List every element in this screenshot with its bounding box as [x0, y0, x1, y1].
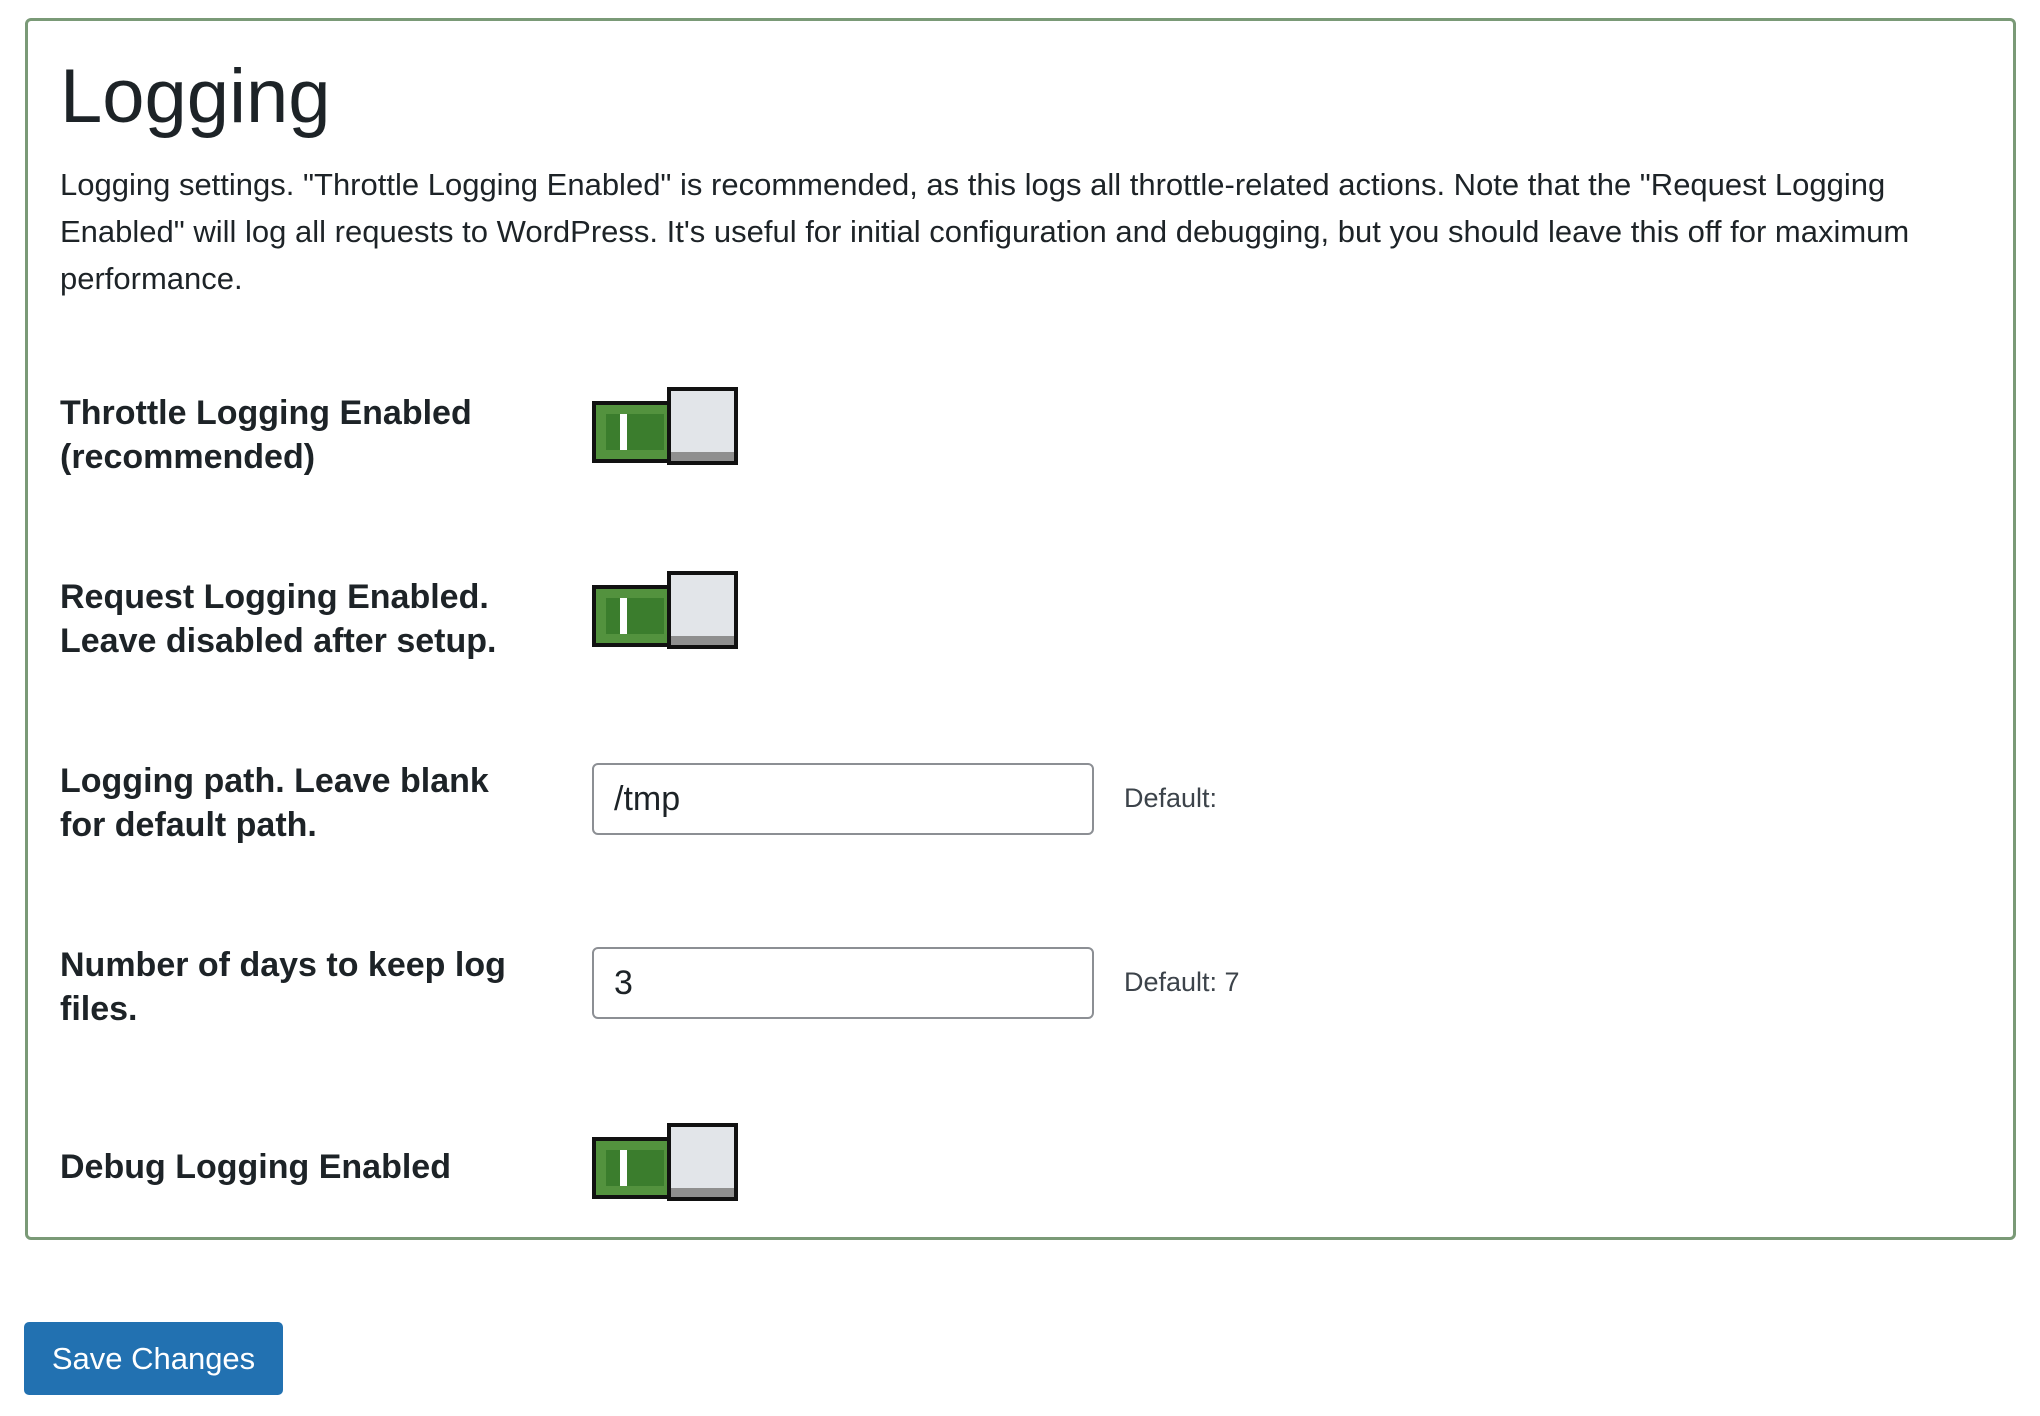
save-changes-button[interactable]: Save Changes [24, 1322, 283, 1395]
throttle-logging-toggle[interactable] [592, 387, 740, 465]
days-to-keep-label: Number of days to keep log files. [60, 946, 506, 1028]
request-logging-toggle[interactable] [592, 571, 740, 649]
logging-path-label: Logging path. Leave blank for default path. [60, 762, 489, 844]
logging-path-input[interactable] [592, 763, 1094, 835]
toggle-track [592, 1137, 678, 1199]
logging-path-default-hint: Default: [1124, 783, 1218, 813]
debug-logging-label: Debug Logging Enabled [60, 1148, 451, 1186]
throttle-logging-label: Throttle Logging Enabled (recommended) [60, 394, 472, 476]
section-description: Logging settings. "Throttle Logging Enabled" is recommended, as this logs all throttle-related actions. Note that the "Request Logging Enabled" will log all requests to WordPress. It's useful for initial configuration and debugging, but you should leave this off for maximum performance. [60, 167, 1910, 296]
toggle-on-indicator [620, 598, 627, 634]
toggle-knob [667, 1123, 738, 1201]
debug-logging-toggle[interactable] [592, 1123, 740, 1201]
toggle-track [592, 401, 678, 463]
section-title: Logging [60, 54, 331, 139]
days-to-keep-default-hint: Default: 7 [1124, 967, 1240, 997]
toggle-track [592, 585, 678, 647]
days-to-keep-input[interactable] [592, 947, 1094, 1019]
toggle-knob [667, 571, 738, 649]
request-logging-label: Request Logging Enabled. Leave disabled after setup. [60, 578, 497, 660]
toggle-on-indicator [620, 414, 627, 450]
toggle-knob [667, 387, 738, 465]
toggle-on-indicator [620, 1150, 627, 1186]
logging-settings-panel [25, 18, 2016, 1240]
